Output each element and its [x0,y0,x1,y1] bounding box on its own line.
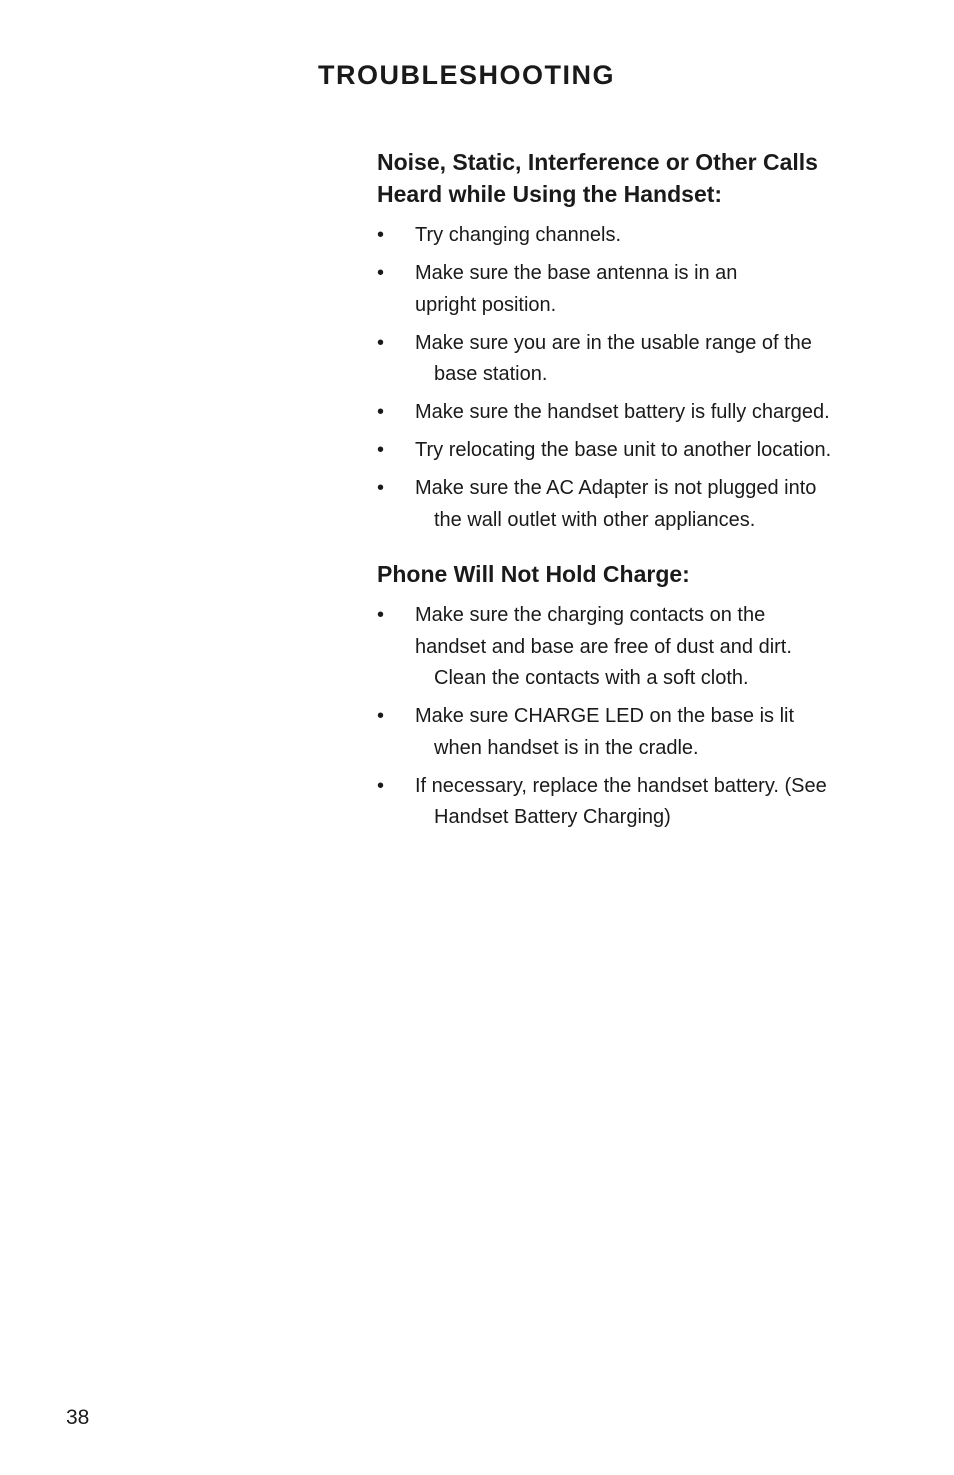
list-item-text: base station. [434,363,548,385]
bullet-icon: • [377,774,385,797]
list-item [377,771,937,834]
list-item [377,701,937,764]
troubleshooting-content [377,146,937,840]
list-item-text: the wall outlet with other appliances. [434,508,756,531]
page-number: 38 [66,1406,90,1429]
list-item [377,258,937,321]
bullet-icon: • [377,401,385,423]
bullet-icon: • [377,439,385,461]
list-item [377,473,937,536]
section-title [377,146,937,210]
section-title-line: Heard while Using the Handset: [377,181,723,207]
bullet-icon: • [377,331,385,354]
bullet-icon: • [377,604,385,626]
list-item [377,435,937,467]
list-item [377,220,937,252]
list-item-text: when handset is in the cradle. [434,736,699,759]
list-item-text: Try relocating the base unit to another location. [415,439,832,461]
bullet-list [377,600,937,834]
list-item [377,600,937,695]
list-item-text: Make sure the charging contacts on the [415,604,766,626]
bullet-icon: • [377,224,385,246]
list-item-text: If necessary, replace the handset battery. (See [415,774,827,797]
bullet-list [377,220,937,536]
list-item-text: upright position. [415,293,557,316]
bullet-icon: • [377,705,385,727]
list-item-text: Make sure the AC Adapter is not plugged into [415,477,817,499]
bullet-icon: • [377,262,385,284]
section-title [377,558,937,590]
section-hold-charge [377,558,937,834]
list-item-text: Make sure CHARGE LED on the base is lit [415,705,795,727]
list-item-text: Handset Battery Charging) [434,806,671,828]
section-title-line: Phone Will Not Hold Charge: [377,561,690,587]
section-title-line: Noise, Static, Interference or Other Calls [377,149,818,175]
page-title: TROUBLESHOOTING [318,60,615,90]
list-item-text: Try changing channels. [415,224,622,246]
list-item-text: Make sure the base antenna is in an [415,262,738,284]
list-item [377,328,937,391]
list-item-text: Make sure the handset battery is fully charged. [415,401,830,423]
list-item [377,397,937,429]
list-item-text: Make sure you are in the usable range of the [415,331,812,354]
bullet-icon: • [377,477,385,499]
section-noise-static [377,146,937,536]
list-item-text: Clean the contacts with a soft cloth. [434,667,749,689]
list-item-text: handset and base are free of dust and dirt. [415,635,792,658]
